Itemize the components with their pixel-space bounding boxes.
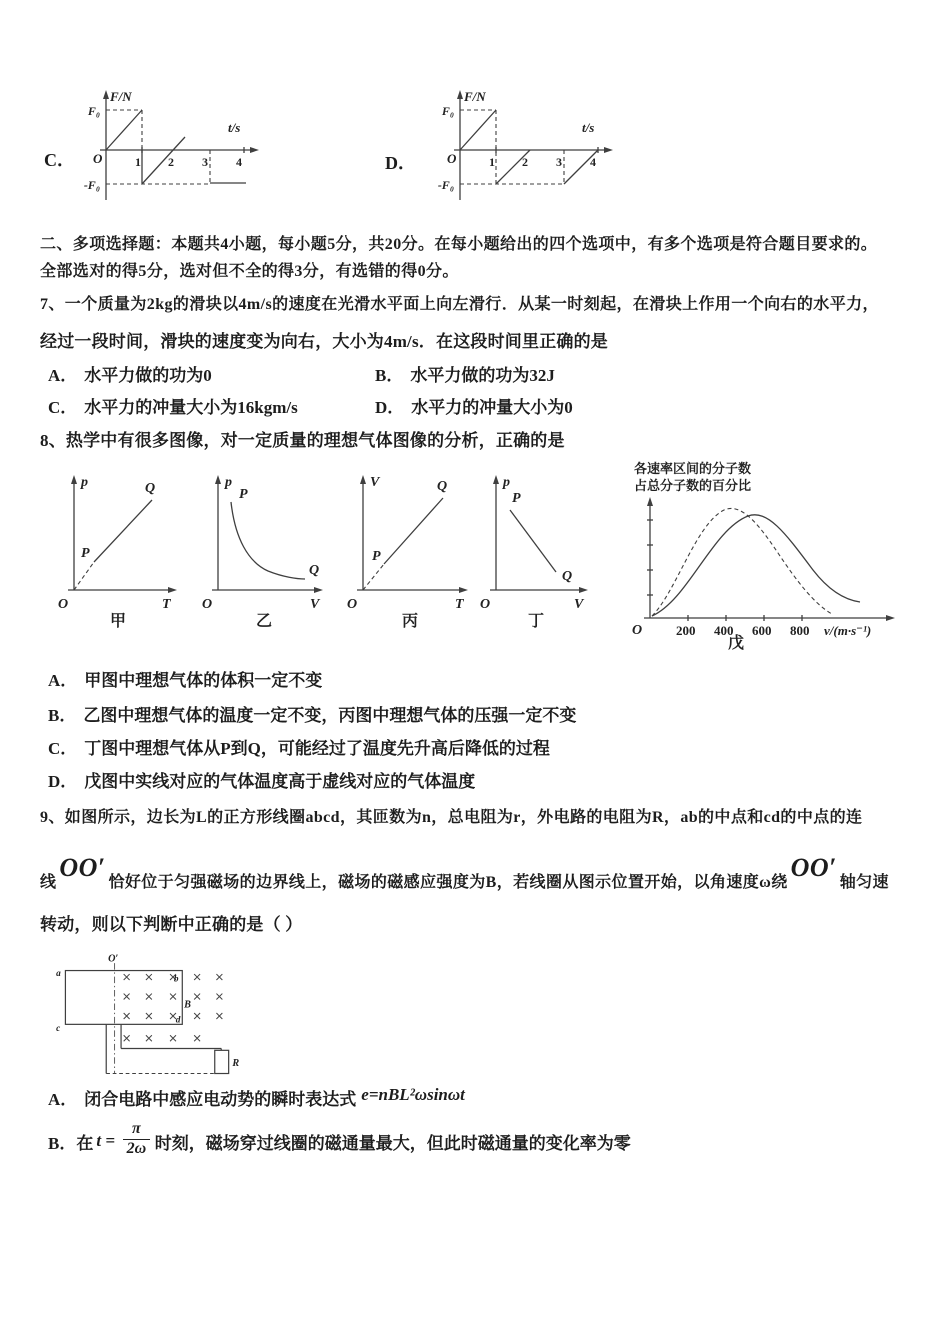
q8-option-d-label: D． <box>48 772 78 791</box>
q7-option-d-text: 水平力的冲量大小为0 <box>411 398 573 417</box>
neg-f0-label: -F₀ <box>83 178 100 192</box>
x-axis-label: V <box>574 597 584 612</box>
tick-2: 2 <box>522 155 528 169</box>
q8-option-a-text: 甲图中理想气体的体积一定不变 <box>84 671 323 690</box>
x-axis-arrow <box>604 147 613 153</box>
q7-option-d-label: D． <box>375 398 405 417</box>
x-axis-label: t/s <box>228 120 241 135</box>
caption-wu: 戊 <box>728 635 745 652</box>
q7-stem-line1: 7、一个质量为2kg的滑块以4m/s的速度在光滑水平面上向左滑行．从某一时刻起，在滑块上作用一个向右的水平力， <box>40 296 879 313</box>
x-axis-label: T <box>162 597 171 612</box>
x-axis-arrow <box>886 615 895 621</box>
q8-option-d <box>48 767 475 792</box>
wu-tick-600: 600 <box>752 623 772 638</box>
q8-option-c-label: C． <box>48 739 78 758</box>
x-axis-arrow <box>168 587 177 593</box>
x-axis-arrow <box>250 147 259 153</box>
y-axis-label: F/N <box>464 89 486 104</box>
field-b-label: B <box>184 999 191 1011</box>
point-q-label: Q <box>437 479 448 494</box>
y-axis-arrow <box>647 497 653 506</box>
wu-tick-200: 200 <box>676 623 696 638</box>
choice-d-label: D． <box>385 153 416 173</box>
tick-4: 4 <box>236 155 242 169</box>
q9-option-a-text: 闭合电路中感应电动势的瞬时表达式 <box>84 1090 357 1109</box>
y-axis-arrow <box>215 475 221 484</box>
q7-option-c <box>48 393 298 418</box>
y-axis-arrow <box>103 90 109 99</box>
q8-option-a <box>48 666 322 691</box>
q7-stem-line2: 经过一段时间，滑块的速度变为向右，大小为4m/s．在这段时间里正确的是 <box>40 332 608 351</box>
gas-graph-bing-v-t <box>338 460 478 630</box>
wu-tick-800: 800 <box>790 623 810 638</box>
point-p-label: P <box>81 546 90 561</box>
q9-line2-pre: 线 <box>40 874 57 891</box>
point-p-label: P <box>239 487 248 502</box>
q7-option-c-text: 水平力的冲量大小为16kgm/s <box>84 398 298 417</box>
origin-label: O <box>93 151 103 166</box>
y-axis-label: p <box>81 475 88 490</box>
x-axis-arrow <box>579 587 588 593</box>
y-axis-arrow <box>493 475 499 484</box>
tick-1: 1 <box>135 155 141 169</box>
q9-option-b-pre: 在 <box>76 1133 94 1153</box>
caption-jia: 甲 <box>110 613 127 630</box>
point-q-label: Q <box>562 569 573 584</box>
f0-label: F₀ <box>441 104 454 118</box>
point-q-label: Q <box>145 481 156 496</box>
y-axis-label: p <box>503 475 510 490</box>
gas-graph-ding-p-v <box>478 460 598 630</box>
q9-option-b <box>48 1122 631 1161</box>
q9-option-b-label: B． <box>48 1133 77 1153</box>
q8-option-b <box>48 701 576 726</box>
y-axis-label: V <box>370 475 380 490</box>
origin-label: O <box>202 597 213 612</box>
y-axis-arrow <box>457 90 463 99</box>
tick-4: 4 <box>590 155 596 169</box>
caption-yi: 乙 <box>256 613 273 630</box>
corner-d-label: d <box>175 1015 181 1026</box>
o-prime-label: O′ <box>108 953 119 965</box>
q9-coil-figure <box>50 952 245 1080</box>
graph-d-force-time <box>418 86 622 206</box>
coil-outline <box>65 971 182 1025</box>
tick-3: 3 <box>556 155 562 169</box>
gas-graph-wu-speed-distribution <box>608 458 920 652</box>
field-cross-grid <box>124 974 223 1041</box>
caption-ding: 丁 <box>528 613 545 630</box>
q7-option-d <box>375 393 573 418</box>
section-intro-line2: 全部选对的得5分，选对但不全的得3分，有选错的得0分。 <box>40 263 459 280</box>
origin-label: O <box>632 623 643 638</box>
y-axis-label: F/N <box>110 89 132 104</box>
x-axis-label: v/(m·s⁻¹) <box>824 623 872 638</box>
wu-tick-400: 400 <box>714 623 734 638</box>
neg-f0-label: -F₀ <box>437 178 454 192</box>
y-axis-arrow <box>360 475 366 484</box>
q7-option-c-label: C． <box>48 398 78 417</box>
q9-stem-line1: 9、如图所示，边长为L的正方形线圈abcd，其匝数为n，总电阻为r，外电路的电阻为R，ab的中点和cd的中点的连 <box>40 809 863 826</box>
x-axis-label: V <box>310 597 320 612</box>
q9-stem-line2 <box>40 853 889 892</box>
origin-label: O <box>447 151 457 166</box>
q9-option-a <box>48 1085 465 1110</box>
f0-label: F₀ <box>87 104 100 118</box>
gas-graph-yi-p-v <box>193 460 333 630</box>
oo-prime-axis-label: OO′ <box>59 853 106 882</box>
resistor-r-label: R <box>232 1058 240 1070</box>
q8-option-d-text: 戊图中实线对应的气体温度高于虚线对应的气体温度 <box>84 772 476 791</box>
graph-c-force-time <box>64 86 268 206</box>
corner-b-label: b <box>173 974 179 985</box>
q7-option-b-label: B． <box>375 366 404 385</box>
x-axis-label: T <box>455 597 464 612</box>
q8-option-c <box>48 734 550 759</box>
corner-a-label: a <box>56 969 61 980</box>
point-p-label: P <box>512 491 521 506</box>
gas-graph-jia-p-t <box>52 460 187 630</box>
circuit-wires <box>106 1024 228 1073</box>
q9-option-b-text: 时刻，磁场穿过线圈的磁通量最大，但此时磁通量的变化率为零 <box>154 1133 631 1153</box>
wu-title-line2: 占总分子数的百分比 <box>634 478 752 493</box>
tick-3: 3 <box>202 155 208 169</box>
point-p-label: P <box>372 549 381 564</box>
y-axis-label: p <box>225 475 232 490</box>
section-intro-line1: 二、多项选择题：本题共4小题，每小题5分，共20分。在每小题给出的四个选项中，有多个选项是符合题目要求的。 <box>40 236 878 253</box>
q7-option-a-label: A． <box>48 366 78 385</box>
origin-label: O <box>58 597 69 612</box>
q8-option-a-label: A． <box>48 671 78 690</box>
q8-option-c-text: 丁图中理想气体从P到Q，可能经过了温度先升高后降低的过程 <box>84 739 550 758</box>
x-axis-arrow <box>314 587 323 593</box>
fraction-pi-over-2omega <box>123 1120 150 1159</box>
x-axis-arrow <box>459 587 468 593</box>
choice-c-label: C． <box>44 150 75 170</box>
q9-option-a-label: A． <box>48 1090 78 1109</box>
resistor-box <box>215 1050 229 1073</box>
q9-line2-mid: 恰好位于匀强磁场的边界线上，磁场的磁感应强度为B，若线圈从图示位置开始，以角速度ω绕 <box>108 874 788 891</box>
time-variable: t = <box>96 1131 116 1151</box>
q8-option-b-text: 乙图中理想气体的温度一定不变，丙图中理想气体的压强一定不变 <box>83 706 577 725</box>
emf-formula: e=nBL²ωsinωt <box>361 1085 465 1104</box>
tick-2: 2 <box>168 155 174 169</box>
fraction-numerator: π <box>123 1120 150 1140</box>
q8-option-b-label: B． <box>48 706 77 725</box>
q7-option-a-text: 水平力做的功为0 <box>84 366 212 385</box>
q9-stem-line3: 转动，则以下判断中正确的是（ ） <box>40 915 303 934</box>
fraction-denominator: 2ω <box>126 1140 147 1158</box>
q9-line2-post: 轴匀速 <box>839 874 889 891</box>
q7-option-b <box>375 361 555 386</box>
oo-prime-axis-label-2: OO′ <box>790 853 837 882</box>
corner-c-label: c <box>56 1023 61 1034</box>
q7-option-b-text: 水平力做的功为32J <box>410 366 555 385</box>
q7-option-a <box>48 361 212 386</box>
x-axis-label: t/s <box>582 120 595 135</box>
point-q-label: Q <box>309 563 320 578</box>
origin-label: O <box>480 597 491 612</box>
origin-label: O <box>347 597 358 612</box>
caption-bing: 丙 <box>402 613 419 630</box>
y-axis-arrow <box>71 475 77 484</box>
wu-title-line1: 各速率区间的分子数 <box>634 461 752 476</box>
q8-stem: 8、热学中有很多图像，对一定质量的理想气体图像的分析，正确的是 <box>40 431 565 450</box>
tick-1: 1 <box>489 155 495 169</box>
